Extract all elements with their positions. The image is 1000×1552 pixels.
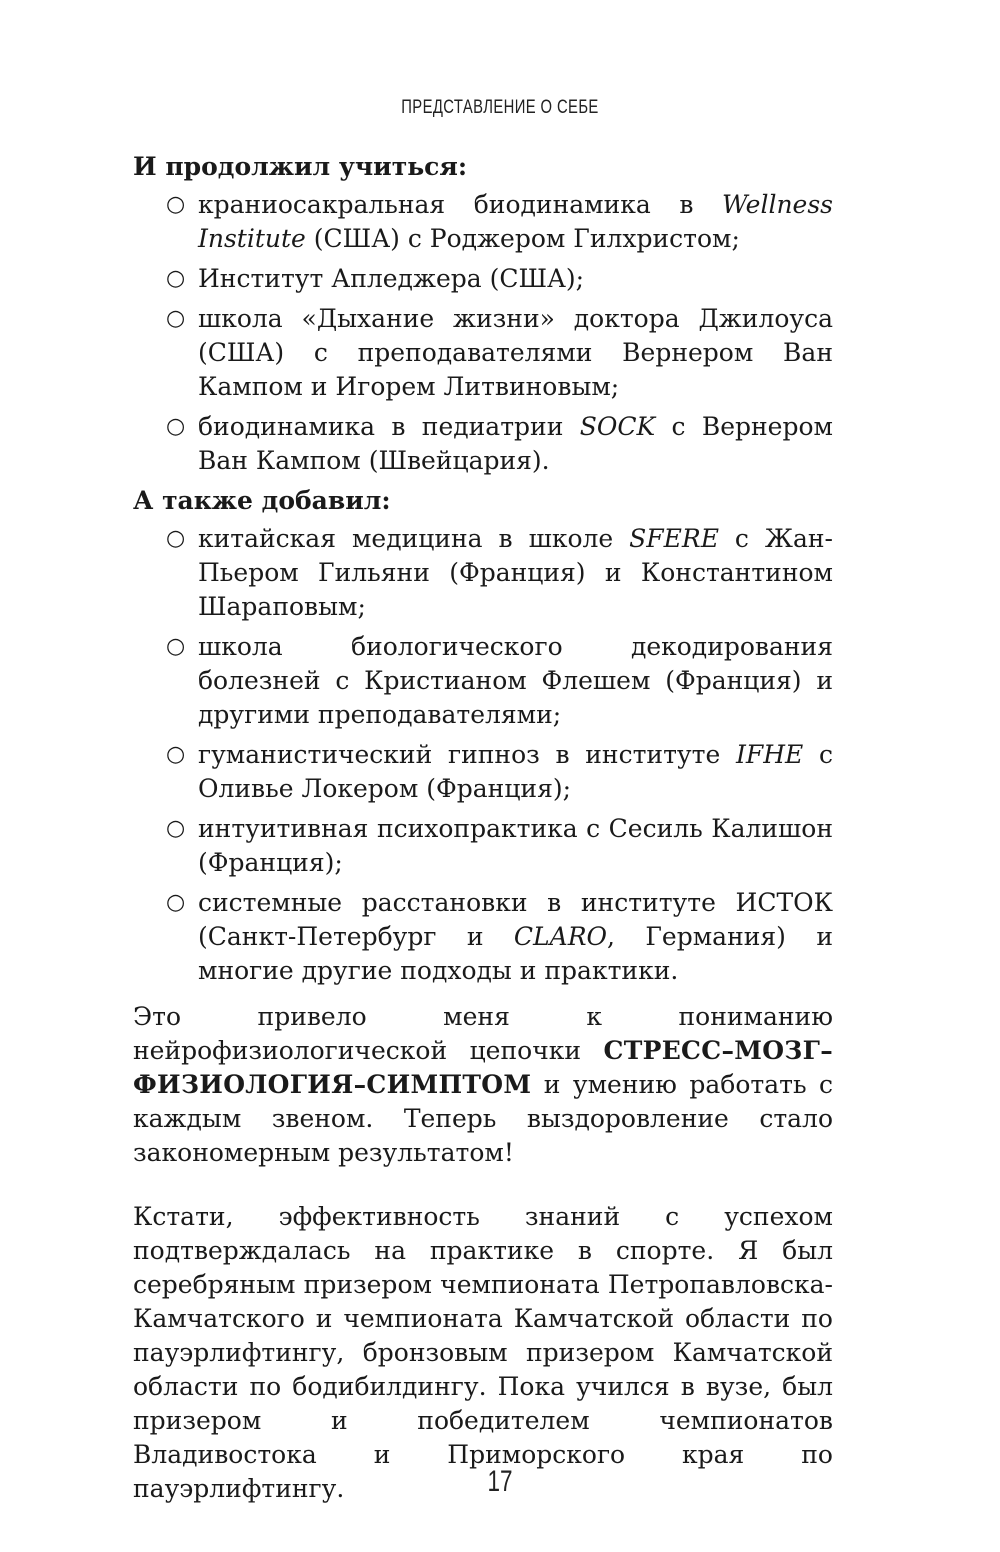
list-item-text: с Оливье Локером (Франция); <box>198 740 834 803</box>
page-content <box>133 150 833 1506</box>
chain-text: СТРЕСС–МОЗГ–ФИЗИОЛОГИЯ–СИМПТОМ <box>133 1036 833 1099</box>
list-item-text: интуитивная психопрактика с Сесиль Калишон (Франция); <box>198 814 833 877</box>
list-item <box>133 886 833 988</box>
bullet-icon: ○ <box>166 742 186 767</box>
list-item <box>133 410 833 478</box>
page-number: 17 <box>487 1465 513 1498</box>
section1-heading: И продолжил учиться: <box>133 152 468 181</box>
running-head: ПРЕДСТАВЛЕНИЕ О СЕБЕ <box>401 97 599 118</box>
bullet-icon: ○ <box>166 890 186 915</box>
list-item-text: Институт Апледжера (США); <box>198 264 585 293</box>
list-item-text: биодинамика в педиатрии <box>198 412 580 441</box>
bullet-icon: ○ <box>166 414 186 439</box>
section1-list <box>133 188 833 478</box>
list-item-italic-text: CLARO <box>513 922 608 951</box>
bullet-icon: ○ <box>166 266 186 291</box>
list-item-text: школа «Дыхание жизни» доктора Джилоуса (США) с преподавателями Вернером Ван Кампом и Игорем Литвиновым; <box>198 304 833 401</box>
list-item-text: гуманистический гипноз в институте <box>198 740 736 769</box>
list-item <box>133 188 833 256</box>
list-item <box>133 262 833 296</box>
list-item-italic-text: Wellness Institute <box>198 190 833 253</box>
bullet-icon: ○ <box>166 306 186 331</box>
paragraph-sport: Кстати, эффективность знаний с успехом подтверждалась на практике в спорте. Я был серебряным призером чемпионата Петропавловска-Камчатского и чемпионата Камчатской области по пауэрлифтингу, бронзовым призером Камчатской области по бодибилдингу. Пока учился в вузе, был призером и победителем чемпионатов Владивостока и Приморского края по пауэрлифтингу. <box>133 1202 833 1503</box>
list-item <box>133 302 833 404</box>
list-item-text: с Вернером Ван Кампом (Швейцария). <box>198 412 833 475</box>
list-item-italic-text: IFHE <box>736 740 804 769</box>
list-item <box>133 522 833 624</box>
bullet-icon: ○ <box>166 634 186 659</box>
list-item <box>133 738 833 806</box>
bullet-icon: ○ <box>166 192 186 217</box>
paragraph-chain-before: Это привело меня к пониманию нейрофизиологической цепочки <box>133 1002 833 1065</box>
paragraph-chain <box>133 1000 833 1170</box>
list-item-text: китайская медицина в школе <box>198 524 630 553</box>
list-item-text: с Жан-Пьером Гильяни (Франция) и Константином Шараповым; <box>198 524 833 621</box>
list-item <box>133 812 833 880</box>
list-item-italic-text: SFERE <box>629 524 719 553</box>
list-item-text: системные расстановки в институте ИСТОК (Санкт-Петербург и <box>198 888 833 951</box>
list-item-text: (США) с Роджером Гилхристом; <box>305 224 740 253</box>
list-item-text: краниосакральная биодинамика в <box>198 190 722 219</box>
list-item-italic-text: SOCK <box>579 412 656 441</box>
section2-list <box>133 522 833 988</box>
list-item-text: , Германия) и многие другие подходы и практики. <box>198 922 833 985</box>
list-item <box>133 630 833 732</box>
list-item-text: школа биологического декодирования болезней с Кристианом Флешем (Франция) и другими преподавателями; <box>198 632 833 729</box>
bullet-icon: ○ <box>166 816 186 841</box>
bullet-icon: ○ <box>166 526 186 551</box>
section2-heading: А также добавил: <box>133 486 391 515</box>
paragraph-chain-after: и умению работать с каждым звеном. Теперь выздоровление стало закономерным результатом! <box>133 1070 833 1167</box>
